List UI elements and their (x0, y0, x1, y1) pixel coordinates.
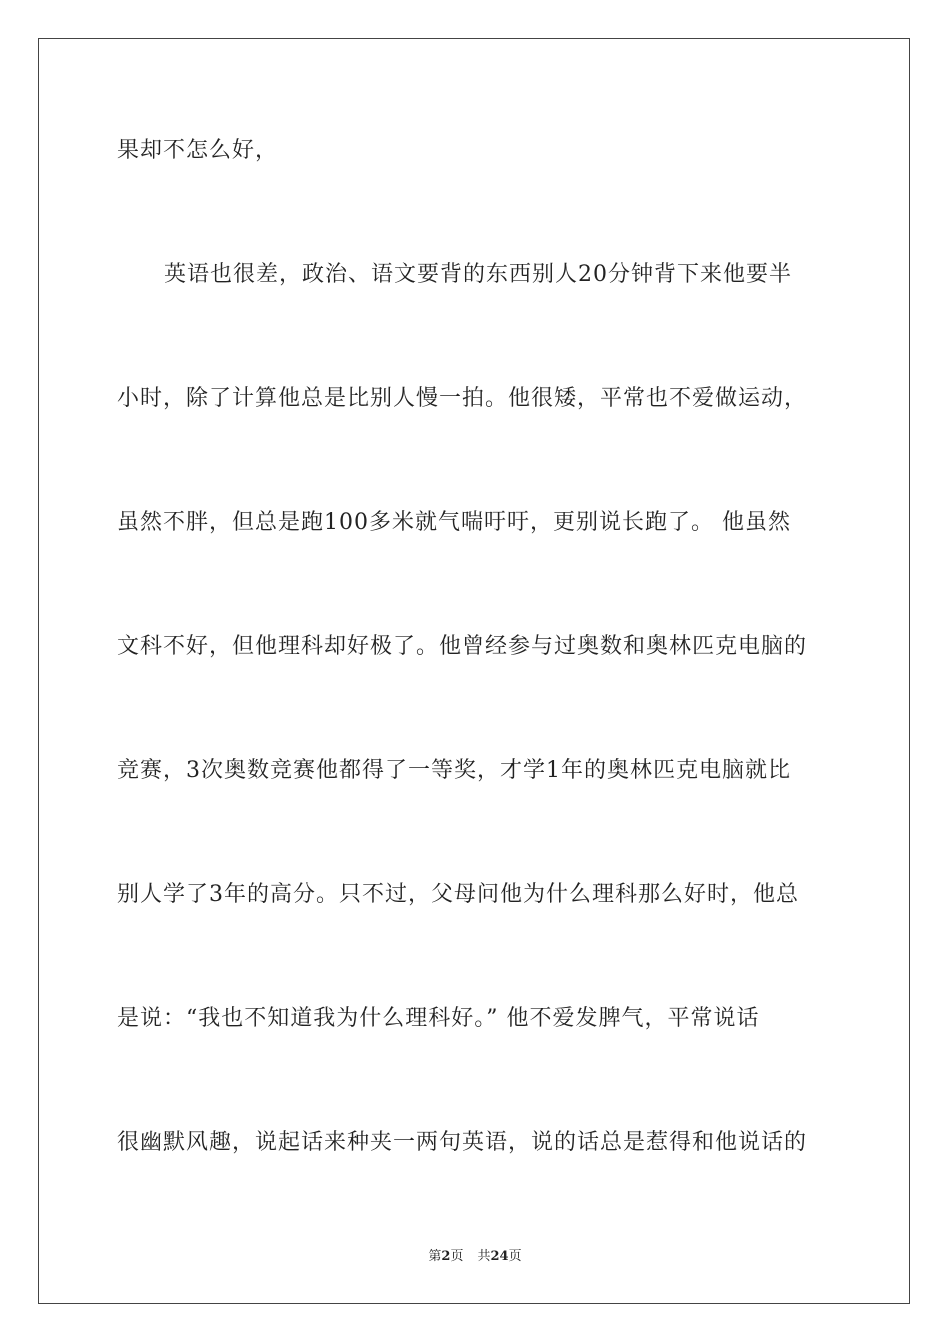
page-border (38, 38, 910, 1304)
body-line-8: 是说：“我也不知道我为什么理科好。” 他不爱发脾气，平常说话 (117, 1006, 760, 1031)
body-line-4: 虽然不胖，但总是跑100多米就气喘吁吁，更别说长跑了。 他虽然 (117, 510, 791, 535)
body-line-7: 别人学了3年的高分。只不过，父母问他为什么理科那么好时，他总 (117, 882, 799, 907)
body-line-1: 果却不怎么好， (117, 138, 279, 163)
total-suffix: 页 (508, 1249, 522, 1264)
page-number: 2 (441, 1249, 451, 1264)
body-line-6: 竞赛，3次奥数竞赛他都得了一等奖，才学1年的奥林匹克电脑就比 (117, 758, 791, 783)
body-line-2: 英语也很差，政治、语文要背的东西别人20分钟背下来他要半 (164, 262, 792, 287)
page-suffix: 页 (450, 1249, 464, 1264)
total-prefix: 共 (477, 1249, 491, 1264)
body-line-5: 文科不好，但他理科却好极了。他曾经参与过奥数和奥林匹克电脑的 (117, 634, 808, 659)
page-footer (0, 1248, 950, 1266)
page-prefix: 第 (428, 1249, 442, 1264)
total-pages: 24 (490, 1249, 509, 1264)
body-line-3: 小时，除了计算他总是比别人慢一拍。他很矮，平常也不爱做运动， (117, 386, 808, 411)
body-line-9: 很幽默风趣，说起话来种夹一两句英语，说的话总是惹得和他说话的 (117, 1130, 808, 1155)
